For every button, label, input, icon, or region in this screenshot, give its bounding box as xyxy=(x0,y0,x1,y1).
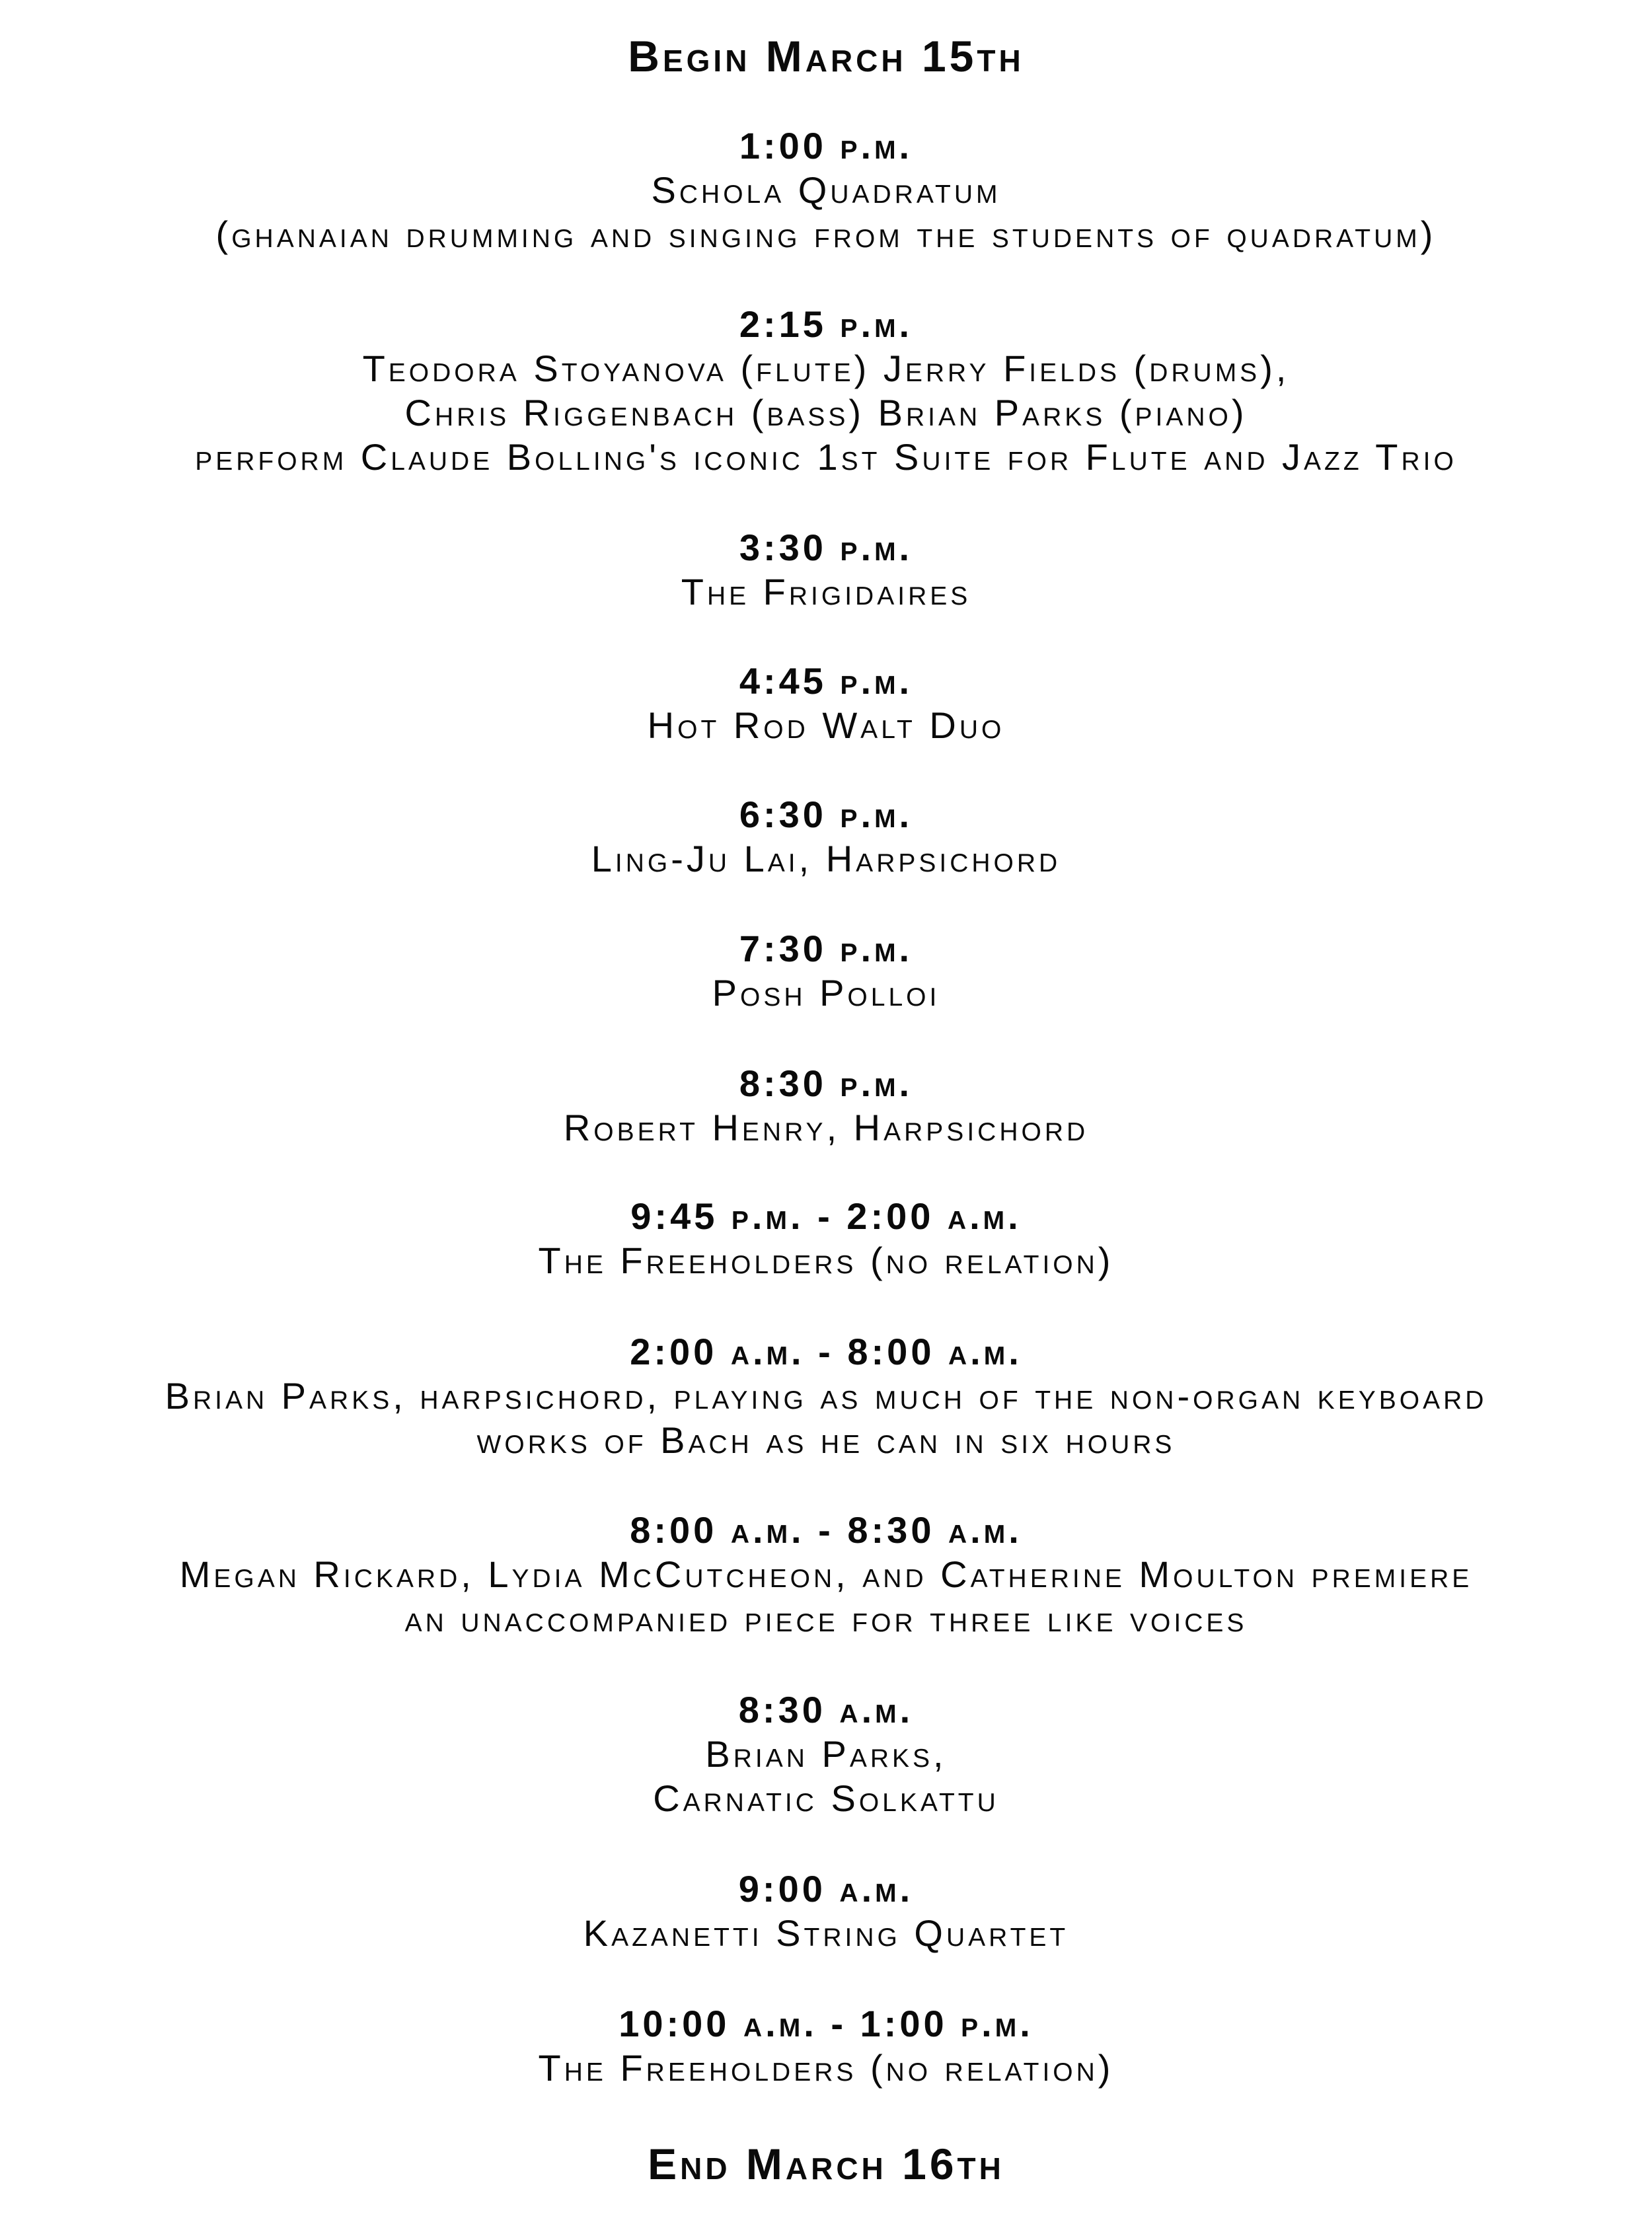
entry-line: an unaccompanied piece for three like voices xyxy=(404,1598,1248,1639)
entry-line: Teodora Stoyanova (flute) Jerry Fields (drums), xyxy=(362,348,1290,389)
schedule-entry xyxy=(0,1688,1652,1820)
entry-line: Brian Parks, harpsichord, playing as much of the non-organ keyboard xyxy=(165,1375,1487,1417)
entry-time: 6:30 p.m. xyxy=(739,794,913,835)
entry-time: 8:00 a.m. - 8:30 a.m. xyxy=(630,1509,1022,1551)
entry-time: 7:30 p.m. xyxy=(739,928,913,969)
entry-line: Robert Henry, Harpsichord xyxy=(563,1107,1089,1148)
entry-line: works of Bach as he can in six hours xyxy=(476,1419,1176,1461)
schedule-entry xyxy=(0,1062,1652,1150)
schedule-entry xyxy=(0,2002,1652,2090)
entry-time: 4:45 p.m. xyxy=(739,660,913,702)
entry-line: Ling-Ju Lai, Harpsichord xyxy=(591,838,1061,879)
entry-time: 1:00 p.m. xyxy=(739,125,913,167)
schedule-entry xyxy=(0,303,1652,479)
entry-line: The Freeholders (no relation) xyxy=(538,1240,1114,1281)
entry-time: 8:30 p.m. xyxy=(739,1062,913,1104)
entry-time: 3:30 p.m. xyxy=(739,527,913,568)
entry-line: Posh Polloi xyxy=(712,972,940,1014)
entry-line: Kazanetti String Quartet xyxy=(583,1912,1069,1954)
entry-time: 9:00 a.m. xyxy=(738,1868,914,1910)
entry-line: Brian Parks, xyxy=(705,1733,947,1775)
entry-line: (ghanaian drumming and singing from the students of quadratum) xyxy=(215,213,1437,255)
schedule-entry xyxy=(0,793,1652,881)
entry-line: Megan Rickard, Lydia McCutcheon, and Catherine Moulton premiere xyxy=(179,1553,1473,1595)
schedule-entry xyxy=(0,1508,1652,1641)
schedule-entry xyxy=(0,526,1652,614)
entry-line: The Freeholders (no relation) xyxy=(538,2047,1114,2089)
schedule-entry xyxy=(0,124,1652,256)
entry-time: 10:00 a.m. - 1:00 p.m. xyxy=(619,2003,1033,2044)
schedule-entry xyxy=(0,1867,1652,1955)
entry-time: 9:45 p.m. - 2:00 a.m. xyxy=(630,1195,1022,1237)
entry-time: 2:00 a.m. - 8:00 a.m. xyxy=(630,1331,1022,1372)
schedule-entry xyxy=(0,1195,1652,1283)
entry-line: Hot Rod Walt Duo xyxy=(647,704,1005,746)
entry-time: 8:30 a.m. xyxy=(738,1689,914,1730)
schedule-entry xyxy=(0,927,1652,1015)
begin-heading: Begin March 15th xyxy=(628,32,1024,81)
schedule-entry xyxy=(0,659,1652,747)
entry-line: perform Claude Bolling's iconic 1st Suite for Flute and Jazz Trio xyxy=(195,436,1457,478)
entry-time: 2:15 p.m. xyxy=(739,303,913,345)
entry-line: Chris Riggenbach (bass) Brian Parks (piano) xyxy=(404,392,1248,433)
schedule-entry xyxy=(0,1330,1652,1462)
end-heading: End March 16th xyxy=(648,2139,1004,2188)
entry-line: The Frigidaires xyxy=(681,571,971,613)
entry-line: Schola Quadratum xyxy=(651,169,1001,211)
entry-line: Carnatic Solkattu xyxy=(653,1777,999,1819)
